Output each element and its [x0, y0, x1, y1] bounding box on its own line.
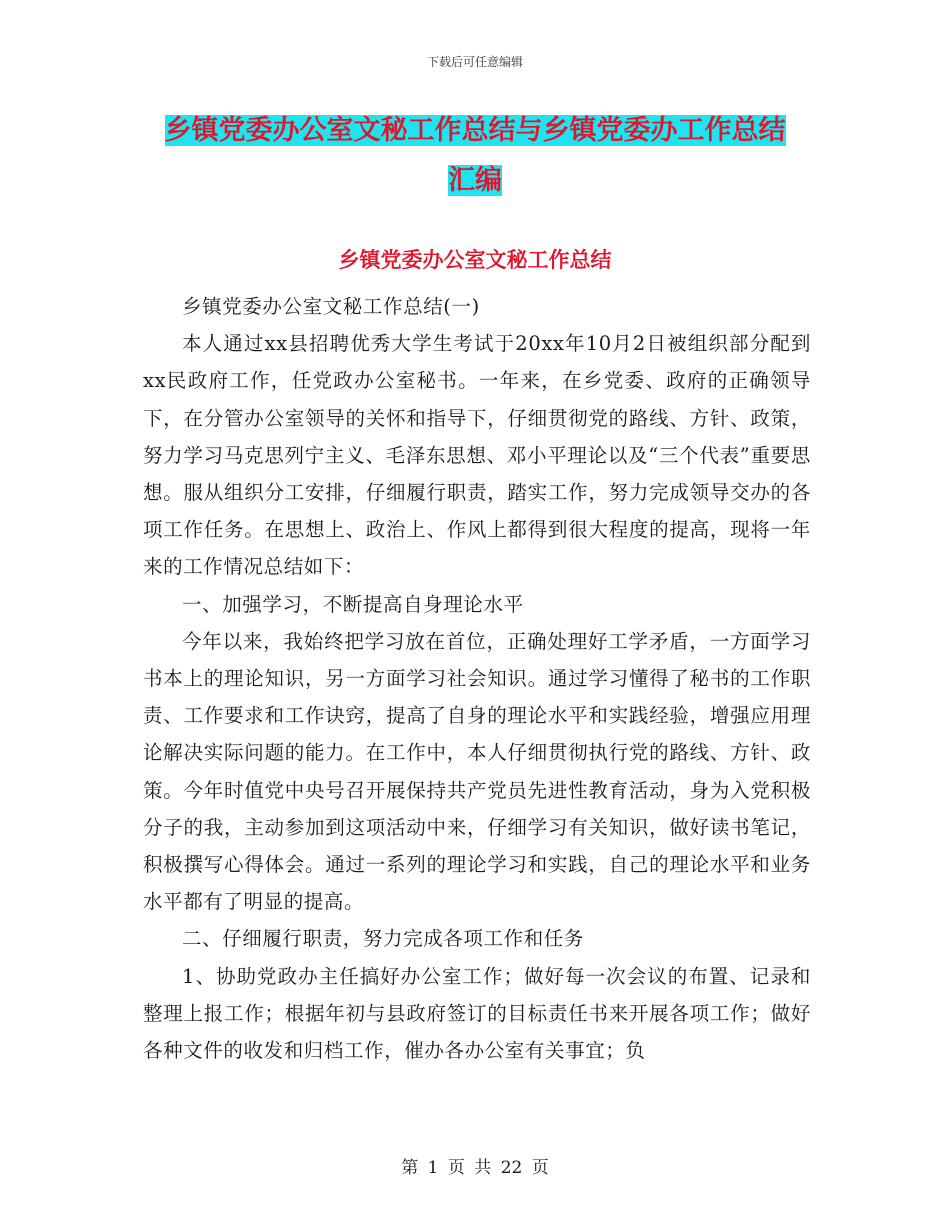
paragraph-intro: 本人通过xx县招聘优秀大学生考试于20xx年10月2日被组织部分配到xx民政府工作，任党政办公室秘书。一年来，在乡党委、政府的正确领导下，在分管办公室领导的关怀和指导下，仔细贯彻党的路线、方针、政策，努力学习马克思列宁主义、毛泽东思想、邓小平理论以及“三个代表”重要思想。服从组织分工安排，仔细履行职责，踏实工作，努力完成领导交办的各项工作任务。在思想上、政治上、作风上都得到很大程度的提高，现将一年来的工作情况总结如下： [143, 332, 811, 579]
main-title-line-1: 乡镇党委办公室文秘工作总结与乡镇党委办工作总结 [164, 115, 786, 146]
document-body [143, 288, 811, 1069]
paragraph-study: 今年以来，我始终把学习放在首位，正确处理好工学矛盾，一方面学习书本上的理论知识，另一方面学习社会知识。通过学习懂得了秘书的工作职责、工作要求和工作诀窍，提高了自身的理论水平和实践经验，增强应用理论解决实际问题的能力。在工作中，本人仔细贯彻执行党的路线、方针、政策。今年时值党中央号召开展保持共产党员先进性教育活动，身为入党积极分子的我，主动参加到这项活动中来，仔细学习有关知识，做好读书笔记，积极撰写心得体会。通过一系列的理论学习和实践，自己的理论水平和业务水平都有了明显的提高。 [143, 629, 811, 914]
section-title: 乡镇党委办公室文秘工作总结 [338, 248, 612, 272]
paragraph-subtitle: 乡镇党委办公室文秘工作总结(一) [182, 295, 480, 318]
page-number-footer: 第 1 页 共 22 页 [401, 1158, 549, 1178]
paragraph-heading-1: 一、加强学习，不断提高自身理论水平 [182, 592, 524, 616]
main-title-line-2: 汇编 [448, 165, 502, 196]
header-note: 下载后可任意编辑 [426, 55, 523, 69]
document-main-title [140, 106, 810, 206]
paragraph-duty-1: 1、协助党政办主任搞好办公室工作；做好每一次会议的布置、记录和整理上报工作；根据年初与县政府签订的目标责任书来开展各项工作；做好各种文件的收发和归档工作，催办各办公室有关事宜；负 [143, 964, 811, 1063]
paragraph-heading-2: 二、仔细履行职责，努力完成各项工作和任务 [182, 927, 585, 951]
